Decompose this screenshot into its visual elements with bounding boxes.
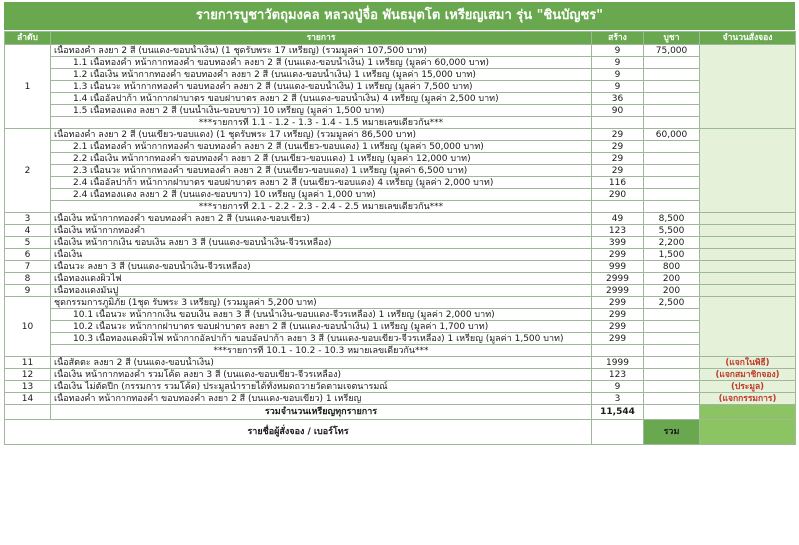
- table-row: [5, 273, 796, 285]
- table-row: [5, 153, 796, 165]
- price-cell: 8,500: [644, 213, 700, 225]
- table-row: [5, 129, 796, 141]
- order-input-cell[interactable]: [700, 393, 796, 405]
- item-text: เนื้อเงิน หน้ากากเงิน ขอบเงิน ลงยา 3 สี (บนแดง-ขอบน้ำเงิน-จีวรเหลือง): [51, 237, 592, 249]
- item-text: 10.1 เนื้อนวะ หน้ากากเงิน ขอบเงิน ลงยา 3 สี (บนน้ำเงิน-ขอบแดง-จีวรเหลือง) 1 เหรียญ (มูลค่า 2,000 บาท): [51, 309, 592, 321]
- qty-cell: [592, 345, 644, 357]
- order-input-cell[interactable]: [700, 129, 796, 213]
- order-input-cell[interactable]: [700, 237, 796, 249]
- table-row: [5, 69, 796, 81]
- row-no: 7: [5, 261, 51, 273]
- price-cell: [644, 81, 700, 93]
- price-cell: 2,200: [644, 237, 700, 249]
- price-cell: [644, 201, 700, 213]
- qty-cell: 9: [592, 381, 644, 393]
- row-no: 10: [5, 297, 51, 357]
- item-text: เนื้อทองแดงมันปู: [51, 285, 592, 297]
- item-text: เนื้อทองคำ ลงยา 2 สี (บนแดง-ขอบน้ำเงิน) (1 ชุดรับพระ 17 เหรียญ) (รวมมูลค่า 107,500 บาท): [51, 45, 592, 57]
- qty-cell: [592, 117, 644, 129]
- row-no: 3: [5, 213, 51, 225]
- item-text: เนื้อเงิน หน้ากากทองคำ รวมโค้ด ลงยา 3 สี (บนแดง-ขอบเขียว-จีวรเหลือง): [51, 369, 592, 381]
- qty-cell: 399: [592, 237, 644, 249]
- item-text: เนื้อเงิน: [51, 249, 592, 261]
- footer-qty-cell: [592, 420, 644, 445]
- item-text: 1.4 เนื้ออัลปาก้า หน้ากากฝาบาตร ขอบฝาบาตร ลงยา 2 สี (บนแดง-ขอบน้ำเงิน) 4 เหรียญ (มูลค่า 2,500 บาท): [51, 93, 592, 105]
- table-row: [5, 285, 796, 297]
- qty-cell: 299: [592, 249, 644, 261]
- item-text: 10.3 เนื้อทองแดงผิวไฟ หน้ากากอัลปาก้า ขอบอัลปาก้า ลงยา 3 สี (บนแดง-ขอบเขียว-จีวรเหลือง) 1 เหรียญ (มูลค่า 1,500 บาท): [51, 333, 592, 345]
- total-label: รวมจำนวนเหรียญทุกรายการ: [51, 405, 592, 420]
- table-row: [5, 81, 796, 93]
- table-row: [5, 333, 796, 345]
- order-input-cell[interactable]: [700, 381, 796, 393]
- sum-label: รวม: [644, 420, 700, 445]
- item-text: 2.4 เนื้อทองแดง ลงยา 2 สี (บนแดง-ขอบขาว) 10 เหรียญ (มูลค่า 1,000 บาท): [51, 189, 592, 201]
- table-row: [5, 309, 796, 321]
- price-cell: 2,500: [644, 297, 700, 309]
- table-row: [5, 297, 796, 309]
- price-cell: [644, 105, 700, 117]
- row-no: 11: [5, 357, 51, 369]
- price-cell: [644, 165, 700, 177]
- price-cell: [644, 393, 700, 405]
- item-text: 1.3 เนื้อนวะ หน้ากากทองคำ ขอบทองคำ ลงยา 2 สี (บนแดง-ขอบน้ำเงิน) 1 เหรียญ (มูลค่า 7,500 บาท): [51, 81, 592, 93]
- qty-cell: 9: [592, 57, 644, 69]
- col-header-no: ลำดับ: [5, 32, 51, 45]
- qty-cell: 116: [592, 177, 644, 189]
- qty-cell: 90: [592, 105, 644, 117]
- qty-cell: 9: [592, 81, 644, 93]
- price-cell: 5,500: [644, 225, 700, 237]
- item-text: 2.2 เนื้อเงิน หน้ากากทองคำ ขอบทองคำ ลงยา 2 สี (บนเขียว-ขอบแดง) 1 เหรียญ (มูลค่า 12,000 บาท): [51, 153, 592, 165]
- total-order-cell: [700, 405, 796, 420]
- qty-cell: 36: [592, 93, 644, 105]
- qty-cell: 999: [592, 261, 644, 273]
- table-row: [5, 57, 796, 69]
- table-row: [5, 345, 796, 357]
- price-cell: [644, 57, 700, 69]
- qty-cell: 29: [592, 129, 644, 141]
- table-row: [5, 189, 796, 201]
- price-cell: 75,000: [644, 45, 700, 57]
- col-header-qty: สร้าง: [592, 32, 644, 45]
- footer-row: [5, 420, 796, 445]
- row-no: 2: [5, 129, 51, 213]
- price-cell: 200: [644, 273, 700, 285]
- item-text: 10.2 เนื้อนวะ หน้ากากฝาบาตร ขอบฝาบาตร ลงยา 2 สี (บนแดง-ขอบน้ำเงิน) 1 เหรียญ (มูลค่า 1,700 บาท): [51, 321, 592, 333]
- item-text: เนื้อสัตตะ ลงยา 2 สี (บนแดง-ขอบน้ำเงิน): [51, 357, 592, 369]
- group-note: ***รายการที่ 1.1 - 1.2 - 1.3 - 1.4 - 1.5 หมายเลขเดียวกัน***: [51, 117, 592, 129]
- price-cell: [644, 369, 700, 381]
- order-input-cell[interactable]: [700, 261, 796, 273]
- qty-cell: 2999: [592, 285, 644, 297]
- item-text: เนื้อเงิน หน้ากากทองคำ: [51, 225, 592, 237]
- item-text: 1.1 เนื้อทองคำ หน้ากากทองคำ ขอบทองคำ ลงยา 2 สี (บนแดง-ขอบน้ำเงิน) 1 เหรียญ (มูลค่า 60,000 บาท): [51, 57, 592, 69]
- status-badge: (แจกกรรมการ): [718, 393, 777, 404]
- order-input-cell[interactable]: [700, 213, 796, 225]
- table-row: [5, 261, 796, 273]
- order-input-cell[interactable]: [700, 45, 796, 129]
- table-row: [5, 369, 796, 381]
- item-text: 1.5 เนื้อทองแดง ลงยา 2 สี (บนน้ำเงิน-ขอบขาว) 10 เหรียญ (มูลค่า 1,500 บาท): [51, 105, 592, 117]
- col-header-order: จำนวนสั่งจอง: [700, 32, 796, 45]
- item-text: เนื้อทองคำ ลงยา 2 สี (บนเขียว-ขอบแดง) (1 ชุดรับพระ 17 เหรียญ) (รวมมูลค่า 86,500 บาท): [51, 129, 592, 141]
- price-cell: [644, 141, 700, 153]
- item-text: 1.2 เนื้อเงิน หน้ากากทองคำ ขอบทองคำ ลงยา 2 สี (บนแดง-ขอบน้ำเงิน) 1 เหรียญ (มูลค่า 15,000 บาท): [51, 69, 592, 81]
- table-row: [5, 165, 796, 177]
- qty-cell: 299: [592, 321, 644, 333]
- item-text: 2.3 เนื้อนวะ หน้ากากทองคำ ขอบทองคำ ลงยา 2 สี (บนเขียว-ขอบแดง) 1 เหรียญ (มูลค่า 6,500 บาท): [51, 165, 592, 177]
- price-cell: [644, 345, 700, 357]
- price-cell: [644, 189, 700, 201]
- table-row: [5, 237, 796, 249]
- price-cell: [644, 69, 700, 81]
- qty-cell: [592, 201, 644, 213]
- col-header-price: บูชา: [644, 32, 700, 45]
- row-no: 5: [5, 237, 51, 249]
- qty-cell: 9: [592, 69, 644, 81]
- price-cell: 60,000: [644, 129, 700, 141]
- qty-cell: 49: [592, 213, 644, 225]
- row-no: 12: [5, 369, 51, 381]
- table-row: [5, 105, 796, 117]
- item-text: 2.1 เนื้อทองคำ หน้ากากทองคำ ขอบทองคำ ลงยา 2 สี (บนเขียว-ขอบแดง) 1 เหรียญ (มูลค่า 50,000 บาท): [51, 141, 592, 153]
- qty-cell: 2999: [592, 273, 644, 285]
- table-header-row: [5, 32, 796, 45]
- table-row: [5, 213, 796, 225]
- status-badge: (ประมูล): [730, 381, 765, 392]
- table-row: [5, 201, 796, 213]
- row-no: 14: [5, 393, 51, 405]
- qty-cell: 1999: [592, 357, 644, 369]
- order-input-cell[interactable]: [700, 249, 796, 261]
- row-no: 6: [5, 249, 51, 261]
- table-row: [5, 321, 796, 333]
- price-cell: [644, 381, 700, 393]
- price-cell: [644, 117, 700, 129]
- total-row: [5, 405, 796, 420]
- price-cell: [644, 333, 700, 345]
- table-row: [5, 225, 796, 237]
- order-input-cell[interactable]: [700, 297, 796, 357]
- row-no: 13: [5, 381, 51, 393]
- qty-cell: 9: [592, 45, 644, 57]
- price-cell: [644, 309, 700, 321]
- table-row: [5, 357, 796, 369]
- qty-cell: 3: [592, 393, 644, 405]
- price-cell: [644, 321, 700, 333]
- item-text: เนื้อนวะ ลงยา 3 สี (บนแดง-ขอบน้ำเงิน-จีวรเหลือง): [51, 261, 592, 273]
- order-input-cell[interactable]: [700, 357, 796, 369]
- item-text: ชุดกรรมการภูมิภัย (1ชุด รับพระ 3 เหรียญ) (รวมมูลค่า 5,200 บาท): [51, 297, 592, 309]
- price-cell: 200: [644, 285, 700, 297]
- price-cell: 1,500: [644, 249, 700, 261]
- order-input-cell[interactable]: [700, 273, 796, 285]
- qty-cell: 123: [592, 369, 644, 381]
- status-badge: (แจกสมาชิกจอง): [715, 369, 780, 380]
- qty-cell: 123: [592, 225, 644, 237]
- sheet-title: รายการบูชาวัตถุมงคล หลวงปู่จื่อ พันธมุตโต เหรียญเสมา รุ่น "ชินบัญชร": [4, 2, 795, 30]
- total-spacer: [5, 405, 51, 420]
- order-input-cell[interactable]: [700, 225, 796, 237]
- table-row: [5, 393, 796, 405]
- col-header-item: รายการ: [51, 32, 592, 45]
- item-text: เนื้อทองคำ หน้ากากทองคำ ขอบทองคำ ลงยา 2 สี (บนแดง-ขอบเขียว) 1 เหรียญ: [51, 393, 592, 405]
- table-row: [5, 141, 796, 153]
- item-text: เนื้อเงิน หน้ากากทองคำ ขอบทองคำ ลงยา 2 สี (บนแดง-ขอบเขียว): [51, 213, 592, 225]
- table-row: [5, 45, 796, 57]
- row-no: 8: [5, 273, 51, 285]
- table-row: [5, 177, 796, 189]
- item-text: เนื้อเงิน ไม่ตัดปีก (กรรมการ รวมโค้ด) ประมูลนำรายได้ทั้งหมดถวายวัดตามเจตนารมณ์: [51, 381, 592, 393]
- price-cell: [644, 357, 700, 369]
- price-cell: 800: [644, 261, 700, 273]
- row-no: 4: [5, 225, 51, 237]
- table-row: [5, 117, 796, 129]
- orderer-label: รายชื่อผู้สั่งจอง / เบอร์โทร: [5, 420, 592, 445]
- order-input-cell[interactable]: [700, 369, 796, 381]
- total-value: 11,544: [592, 405, 644, 420]
- qty-cell: 299: [592, 297, 644, 309]
- status-badge: (แจกในพิธี): [725, 357, 770, 368]
- total-price-cell: [644, 405, 700, 420]
- group-note: ***รายการที่ 10.1 - 10.2 - 10.3 หมายเลขเดียวกัน***: [51, 345, 592, 357]
- price-cell: [644, 177, 700, 189]
- row-no: 9: [5, 285, 51, 297]
- price-cell: [644, 153, 700, 165]
- item-text: เนื้อทองแดงผิวไฟ: [51, 273, 592, 285]
- group-note: ***รายการที่ 2.1 - 2.2 - 2.3 - 2.4 - 2.5 หมายเลขเดียวกัน***: [51, 201, 592, 213]
- item-text: 2.4 เนื้ออัลปาก้า หน้ากากฝาบาตร ขอบฝาบาตร ลงยา 2 สี (บนเขียว-ขอบแดง) 4 เหรียญ (มูลค่า 2,000 บาท): [51, 177, 592, 189]
- table-row: [5, 381, 796, 393]
- qty-cell: 299: [592, 333, 644, 345]
- qty-cell: 29: [592, 165, 644, 177]
- sum-input-cell[interactable]: [700, 420, 796, 445]
- qty-cell: 299: [592, 309, 644, 321]
- table-row: [5, 249, 796, 261]
- qty-cell: 29: [592, 141, 644, 153]
- qty-cell: 29: [592, 153, 644, 165]
- price-table: [4, 31, 796, 445]
- row-no: 1: [5, 45, 51, 129]
- table-row: [5, 93, 796, 105]
- order-input-cell[interactable]: [700, 285, 796, 297]
- qty-cell: 290: [592, 189, 644, 201]
- price-cell: [644, 93, 700, 105]
